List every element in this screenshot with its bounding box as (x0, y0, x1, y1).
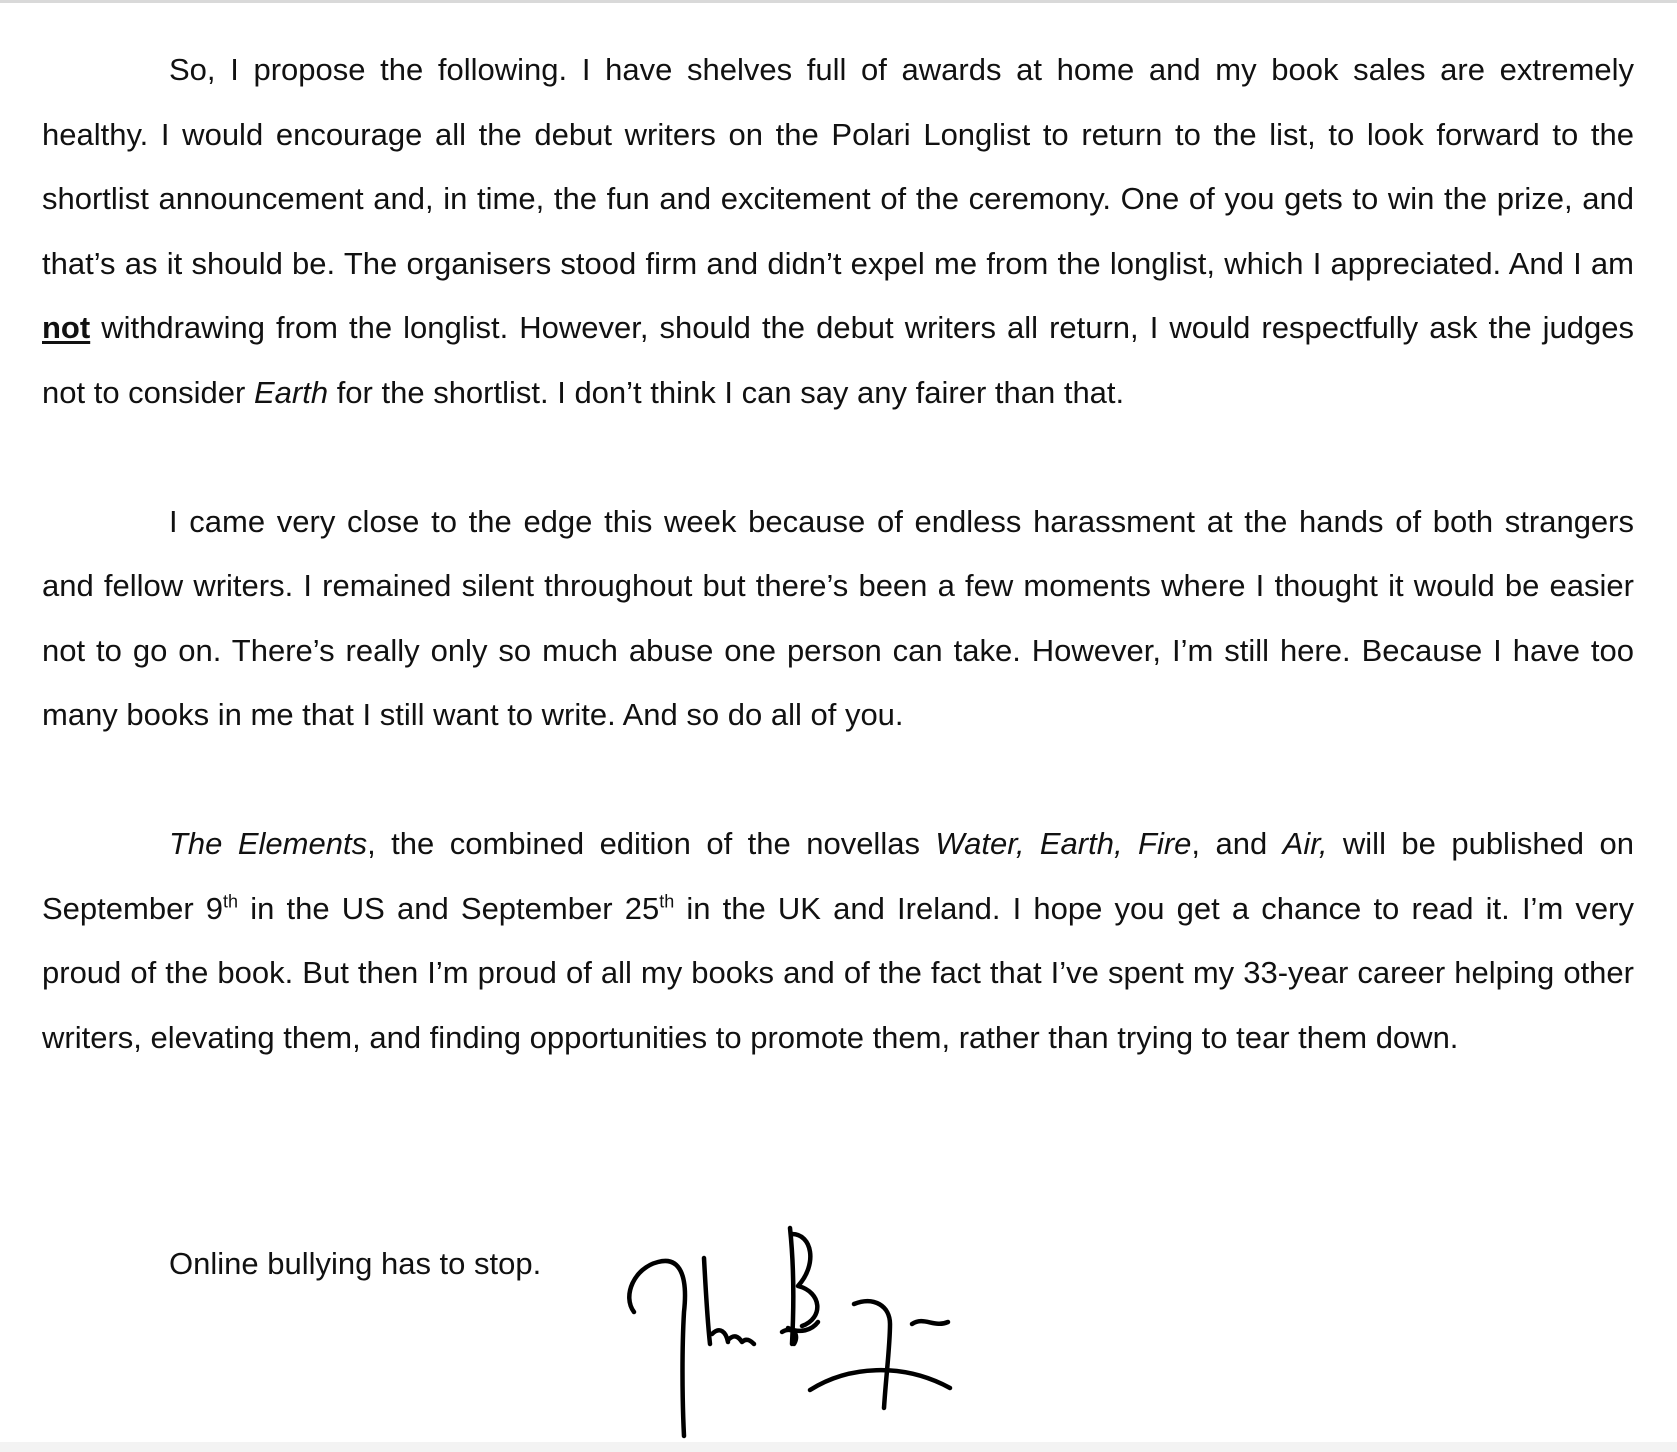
book-title-air: Air, (1282, 826, 1328, 861)
paragraph-proposal-text-1: So, I propose the following. I have shelves full of awards at home and my book sales are extremely healthy. I would encourage all the debut writers on the Polari Longlist to return to the list, to look forward to the shortlist announcement and, in time, the fun and excitement of the ceremony. One of you gets to win the prize, and that’s as it should be. The organisers stood firm and didn’t expel me from the longlist, which I appreciated. And I am (42, 52, 1634, 281)
paragraph-publication-text-2: , and (1191, 826, 1283, 861)
handwritten-signature (612, 1216, 1032, 1446)
book-title-the-elements: The Elements (169, 826, 368, 861)
ordinal-suffix: th (223, 891, 239, 912)
paragraph-proposal-text-3: for the shortlist. I don’t think I can say any fairer than that. (328, 374, 1125, 410)
book-title-earth: Earth (253, 374, 329, 410)
top-border (0, 0, 1677, 3)
letter-body (42, 38, 1634, 1281)
paragraph-harassment (42, 490, 1634, 748)
paragraph-proposal-text-2: withdrawing from the longlist. However, should the debut writers all return, I would respectfully ask the judges not to consider (42, 310, 1634, 410)
paragraph-publication-text-3: will be published on September 9 (42, 826, 1634, 926)
paragraph-publication-text-5: in the UK and Ireland. I hope you get a chance to read it. I’m very proud of the book. But then I’m proud of all my books and of the fact that I’ve spent my 33-year career helping other writers, elevating them, and finding opportunities to promote them, rather than trying to tear them down. (42, 890, 1634, 1055)
closing-line: Online bullying has to stop. (169, 1246, 542, 1281)
emphasis-not: not (42, 310, 91, 345)
paragraph-publication-text-4: in the US and September 25 (238, 890, 660, 926)
paragraph-proposal (42, 38, 1634, 425)
bottom-border (0, 1442, 1677, 1452)
paragraph-publication-text-1: , the combined edition of the novellas (367, 826, 936, 861)
closing-row (42, 1228, 1634, 1448)
paragraph-publication (42, 812, 1634, 1070)
ordinal-suffix: th (659, 891, 675, 912)
book-titles-novellas: Water, Earth, Fire (935, 826, 1192, 861)
paragraph-harassment-text: I came very close to the edge this week because of endless harassment at the hands of both strangers and fellow writers. I remained silent throughout but there’s been a few moments where I thought it would be easier not to go on. There’s really only so much abuse one person can take. However, I’m still here. Because I have too many books in me that I still want to write. And so do all of you. (42, 503, 1634, 732)
